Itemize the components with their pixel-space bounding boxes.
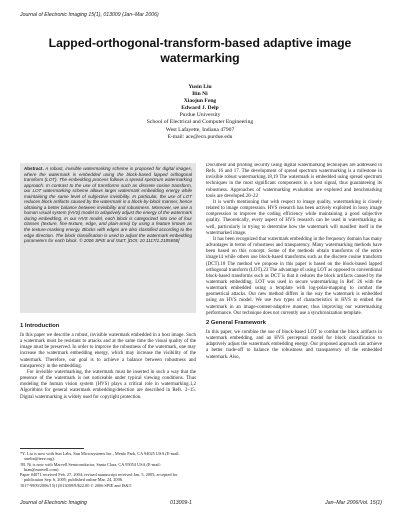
- author-name: Bin Ni: [192, 91, 208, 98]
- author-email: E-mail: ace@ecn.purdue.edu: [167, 133, 233, 140]
- section-heading-general-framework: 2 General Framework: [206, 319, 266, 326]
- footer-issue: Jan–Mar 2006/Vol. 15(1): [325, 500, 382, 506]
- abstract: [20, 163, 196, 313]
- paper-title: Lapped-orthogonal-transform-based adaptive image watermarking: [48, 36, 352, 65]
- body-paragraph: It has been recognized that watermark embedding in the frequency domain has many advantages in terms of robustness and transparency. Many watermarking methods have been based on this concept. Some of the methods obtain transforms of the entire image14 while others use block-based transforms such as the discrete cosine transform (DCT).18 The method we propose in this paper is based on the block-based lapped orthogonal transform (LOT).23 The advantage of using LOT as opposed to conventional block-based transforms such as DCT is that it reduces the block artifacts caused by the watermark embedding. LOT was used in secure watermarking in Ref. 26 with the watermark embedded using a template with log-polar-mapping to combat the geometrical attacks. Our new method differs in the way the watermark is embedded using an HVS model. We use two types of characteristics in HVS to embed the watermark in an image-content-adaptive manner, thus improving our watermarking performance. Our technique does not currently use a synchronization template.: [206, 236, 382, 316]
- body-paragraph: It is worth mentioning that with respect to image quality, watermarking is closely related to image compression. HVS research has been actively exploited in lossy image compression to improve the coding efficiency while maintaining a good subjective quality. Theoretically, every aspect of HVS research can be used in watermarking as well, particularly in trying to determine how the watermark will manifest itself in the watermarked image.: [206, 199, 382, 236]
- footer-journal: Journal of Electronic Imaging: [20, 500, 87, 506]
- footer-page-number: 013009-1: [170, 500, 192, 506]
- body-paragraph: For invisible watermarking, the watermark must be inserted in such a way that the presence of the watermark is not noticeable under typical viewing conditions. Thus modeling the human vision system (HVS) plays a critical role in watermarking.1,2 Algorithms for general watermark embedding/detection are described in Refs. 3–15. Digital watermarking is widely used for copyright protection.: [20, 369, 196, 400]
- footnotes: [20, 451, 196, 488]
- running-head: Journal of Electronic Imaging 15(1), 013009 (Jan–Mar 2006): [20, 12, 159, 18]
- body-paragraph: In this paper, we combine the use of block-based LOT to combat the block artifacts in watermark embedding, and an HVS perceptual model for block classification to adaptively adjust the watermark embedding energy. Our proposed approach can achieve a better trade-off to balance the robustness and transparency of the embedded watermark. Also,: [206, 329, 382, 360]
- author-block: [20, 84, 380, 141]
- author-name: Edward J. Delp: [181, 105, 219, 112]
- body-paragraph: Document and printing security using digital watermarking techniques are addressed in Refs. 16 and 17. The development of spread spectrum watermarking is a milestone in invisible robust watermarking.18,19 The watermark is embedded using spread spectrum techniques in the most significant components in a host signal, thus guaranteeing its robustness. Approaches of watermarking evaluation are explored and benchmarking tools are developed.20–22: [206, 163, 382, 199]
- left-column: [20, 320, 196, 446]
- affiliation-line: Purdue University: [179, 112, 221, 119]
- affiliation-line: School of Electrical and Computer Engineering: [146, 119, 254, 126]
- affiliation-line: West Lafayette, Indiana 47907: [165, 126, 235, 133]
- author-name: Xiaojun Feng: [183, 98, 217, 105]
- section-heading-introduction: 1 Introduction: [20, 323, 60, 329]
- author-name: Yusin Liu: [188, 84, 212, 90]
- footnote-rule: [20, 448, 84, 449]
- body-paragraph: In this paper we describe a robust, invisible watermark embedded in a host image. Such a watermark must be resistant to attacks and at the same time the visual quality of the image must be preserved. In order to improve the robustness of the watermark, one may increase the watermark embedding energy, which may increase the visibility of the watermark. Therefore, our goal is to achieve a balance between robustness and transparency in the embedding.: [20, 333, 196, 369]
- page-footer: [20, 500, 382, 508]
- abstract-text: A robust, invisible watermarking scheme is proposed for digital images, where the watermark is embedded using the block-based lapped orthogonal transform (LOT). The embedding process follows a spread spectrum watermarking approach. In contrast to the use of transforms such as discrete cosine transform, our LOT watermarking scheme allows larger watermark embedding energy while maintaining the same level of subjective invisibility. In particular, the use of LOT reduces block artifacts caused by the watermark in a block-by-block manner, hence obtaining a better balance between invisibility and robustness. Moreover, we use a human visual system (HVS) model to adaptively adjust the energy of the watermark during embedding. In our HVS model, each block is categorized into one of four classes (texture, fine-texture, edge, and plain-area) by using a feature known as the texture-masking energy. Blocks with edges are also classified according to the edge direction. The block classification is used to adjust the watermark embedding parameters for each block. © 2006 SPIE and IS&T. [DOI: 10.1117/1.2185658]: [24, 166, 192, 244]
- abstract-label: Abstract.: [24, 166, 44, 171]
- footnote: *Y. Liu is now with Sun Labs, Sun Microsystems Inc., Menlo Park, CA 94025 USA (E-mail: xuelin@ieee.org).: [20, 451, 180, 462]
- right-column: [206, 163, 382, 496]
- copyright-note: 1017-9909/2006/15(1)/013009/9/$22.00 © 2006 SPIE and IS&T.: [20, 482, 133, 488]
- footnote: †B. Ni is now with Marvell Semiconductor, Santa Clara, CA 95054 USA (E-mail: bian@marvell.com): [20, 461, 161, 472]
- received-note: Paper 04071 received Feb. 27, 2004; revised manuscript received Jan. 5, 2005; accepted for publication Sep. 6, 2005; published online Mar. 24, 2006.: [20, 472, 178, 483]
